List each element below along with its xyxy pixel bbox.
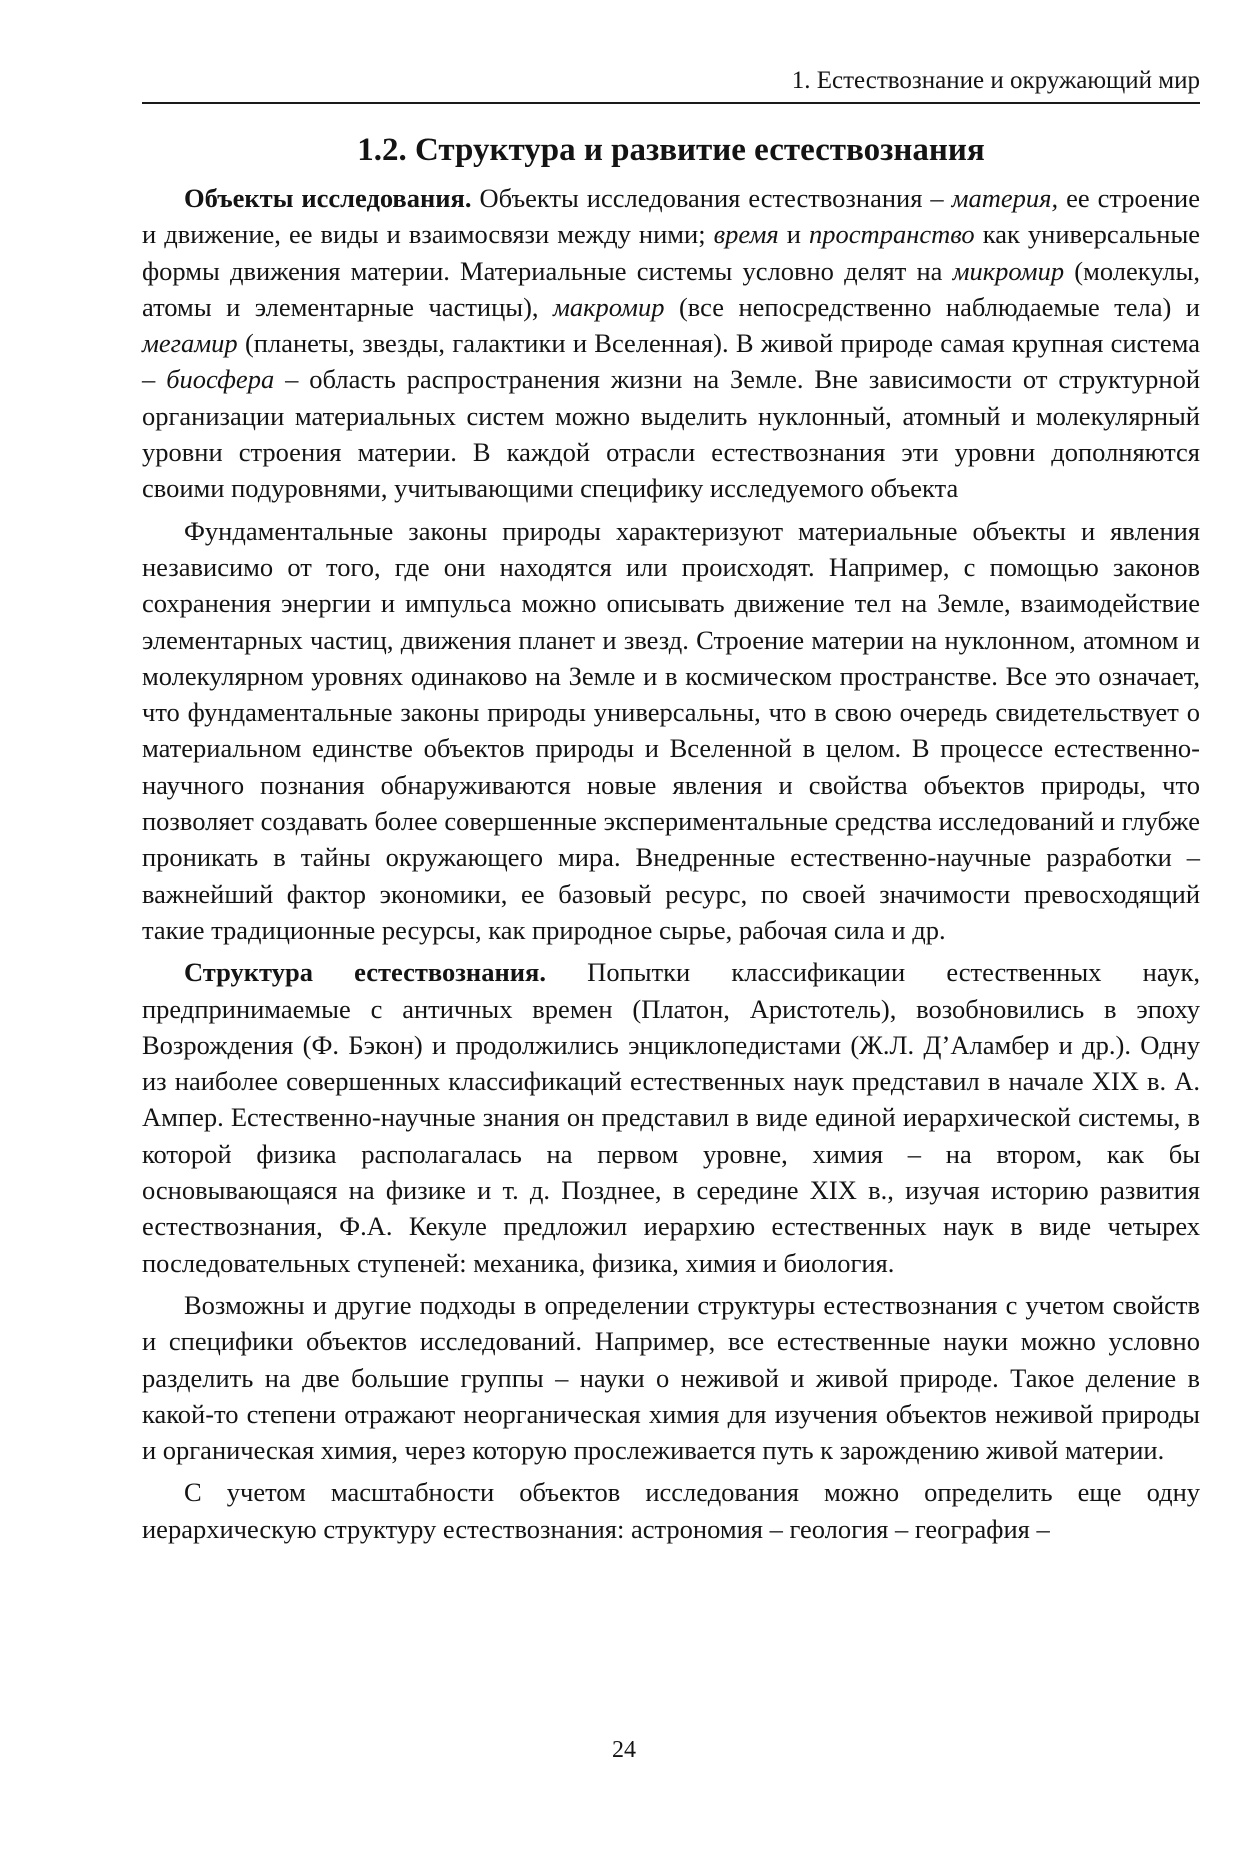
text-segment: ее строение и движение, ее виды и взаимосвязи между ними; — [142, 183, 1200, 250]
page-number: 24 — [612, 1737, 636, 1763]
run-in-heading-objects: Объекты исследования. — [184, 183, 472, 213]
paragraph-scale: С учетом масштабности объектов исследования можно определить еще одну иерархическую структуру естествознания: астрономия – геология – география – — [142, 1477, 1200, 1544]
section-title: 1.2. Структура и развитие естествознания — [357, 132, 985, 168]
term-matter: материя, — [951, 183, 1059, 213]
term-time: время — [713, 219, 779, 250]
text-segment: как универсальные формы движения материи. Материальные системы условно делят на — [142, 219, 1201, 286]
term-macroworld: макромир — [553, 291, 665, 322]
term-biosphere: биосфера — [166, 364, 275, 395]
text-segment: Объекты исследования естествознания – — [471, 183, 952, 213]
paragraph-objects — [142, 180, 1200, 507]
text-segment: и — [778, 219, 810, 250]
paragraph-approaches: Возможны и другие подходы в определении структуры естествознания с учетом свойств и специфики объектов исследований. Например, все естественные науки можно условно разделить на две большие группы – науки о неживой и живой природе. Такое деление в какой-то степени отражают неорганическая химия для изучения объектов неживой природы и органическая химия, через которую прослеживается путь к зарождению живой материи. — [142, 1289, 1200, 1466]
text-segment: (планеты, звезды, галактики и Вселенная). В живой природе самая крупная система – — [142, 328, 1200, 395]
body-text — [142, 180, 1200, 1553]
run-in-heading-structure: Структура естествознания. — [184, 957, 546, 988]
paragraph-fundamental-laws: Фундаментальные законы природы характеризуют материальные объекты и явления независимо от того, где они находятся или происходят. Например, с помощью законов сохранения энергии и импульса можно описывать движение тел на Земле, взаимодействие элементарных частиц, движения планет и звезд. Строение материи на нуклонном, атомном и молекулярном уровнях одинаково на Земле и в космическом пространстве. Все это означает, что фундаментальные законы природы универсальны, что в свою очередь свидетельствует о материальном единстве объектов природы и Вселенной в целом. В процессе естественно-научного познания обнаруживаются новые явления и свойства объектов природы, что позволяет создавать более совершенные экспериментальные средства исследований и глубже проникать в тайны окружающего мира. Внедренные естественно-научные разработки – важнейший фактор экономики, ее базовый ресурс, по своей значимости превосходящий такие традиционные ресурсы, как природное сырье, рабочая сила и др. — [142, 515, 1200, 945]
text-segment: – область распространения жизни на Земле. Вне зависимости от структурной организации материальных систем можно выделить нуклонный, атомный и молекулярный уровни строения материи. В каждой отрасли естествознания эти уровни дополняются своими подуровнями, учитывающими специфику исследуемого объекта — [142, 364, 1201, 504]
paragraph-structure — [142, 954, 1200, 1281]
text-segment: (молекулы, атомы и элементарные частицы), — [142, 255, 1200, 322]
text-segment: Попытки классификации естественных наук, предпринимаемые с античных времен (Платон, Аристотель), возобновились в эпоху Возрождения (Ф. Бэкон) и продолжились энциклопедистами (Ж.Л. Д’Аламбер и др.). Одну из наиболее совершенных классификаций естественных наук представил в начале XIX в. А. Ампер. Естественно-научные знания он представил в виде единой иерархической системы, в которой физика располагалась на первом уровне, химия – на втором, как бы основывающаяся на физике и т. д. Позднее, в середине XIX в., изучая историю развития естествознания, Ф.А. Кекуле предложил иерархию естественных наук в виде четырех последовательных ступеней: механика, физика, химия и биология. — [142, 957, 1201, 1278]
term-megaworld: мегамир — [142, 328, 238, 359]
running-header: 1. Естествознание и окружающий мир — [142, 66, 1200, 104]
term-microworld: микромир — [952, 255, 1065, 286]
term-space: пространство — [809, 219, 975, 250]
text-segment: (все непосредственно наблюдаемые тела) и — [664, 291, 1200, 322]
